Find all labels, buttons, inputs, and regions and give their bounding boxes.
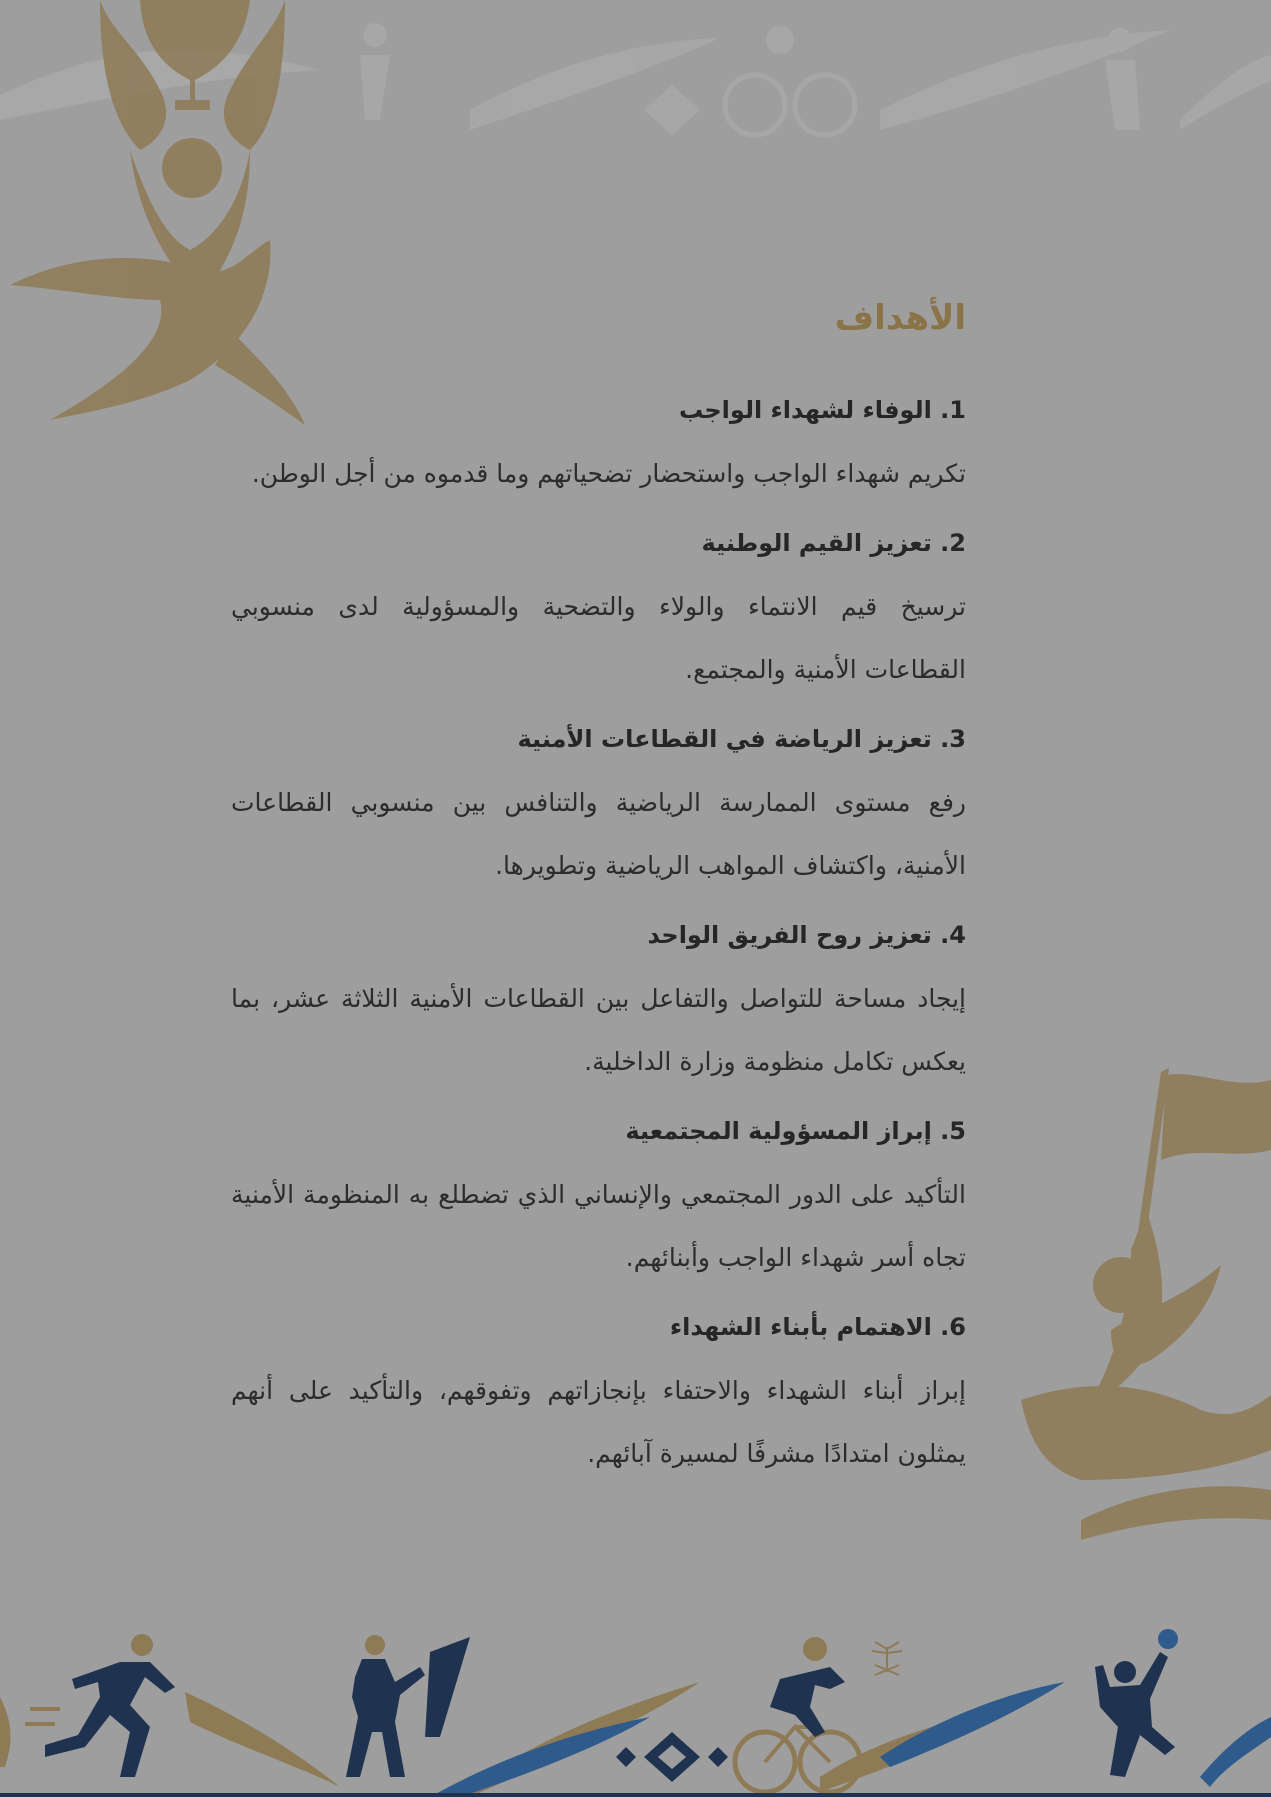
goals-section	[231, 290, 966, 1499]
volleyball-player-icon	[1095, 1629, 1178, 1777]
goal-description: ترسيخ قيم الانتماء والولاء والتضحية والمسؤولية لدى منسوبي القطاعات الأمنية والمجتمع.	[231, 592, 966, 684]
top-watermark-strip	[0, 0, 1271, 160]
page-title: الأهداف	[834, 298, 966, 338]
goal-description: إيجاد مساحة للتواصل والتفاعل بين القطاعات الأمنية الثلاثة عشر، بما يعكس تكامل منظومة وزارة الداخلية.	[231, 984, 966, 1076]
goal-item	[231, 1107, 966, 1289]
karate-icon	[346, 1635, 470, 1777]
goal-title: 6. الاهتمام بأبناء الشهداء	[669, 1313, 966, 1341]
goal-title: 1. الوفاء لشهداء الواجب	[678, 396, 966, 424]
flag-bearer-emblem-icon	[981, 1050, 1271, 1570]
goal-title: 4. تعزيز روح الفريق الواحد	[647, 921, 966, 949]
runner-icon	[25, 1634, 175, 1777]
goal-description: التأكيد على الدور المجتمعي والإنساني الذي تضطلع به المنظومة الأمنية تجاه أسر شهداء الواجب وأبنائهم.	[231, 1180, 966, 1272]
gold-swoosh-decoration	[0, 1682, 1030, 1797]
goal-item	[231, 911, 966, 1093]
bottom-sports-strip	[0, 1627, 1271, 1797]
goal-item	[231, 386, 966, 505]
goal-description: تكريم شهداء الواجب واستحضار تضحياتهم وما قدموه من أجل الوطن.	[251, 459, 966, 488]
goal-description: رفع مستوى الممارسة الرياضية والتنافس بين منسوبي القطاعات الأمنية، واكتشاف المواهب الرياضية وتطويرها.	[231, 788, 966, 880]
goal-title: 5. إبراز المسؤولية المجتمعية	[625, 1117, 966, 1145]
goal-description: إبراز أبناء الشهداء والاحتفاء بإنجازاتهم وتفوقهم، والتأكيد على أنهم يمثلون امتدادًا مشرفًا لمسيرة آبائهم.	[231, 1376, 966, 1468]
goal-item	[231, 519, 966, 701]
goal-item	[231, 1303, 966, 1485]
sadu-diamond-icon	[616, 1732, 728, 1782]
goal-title: 3. تعزيز الرياضة في القطاعات الأمنية	[517, 725, 966, 753]
goal-title: 2. تعزيز القيم الوطنية	[701, 529, 966, 557]
palm-swords-icon	[872, 1642, 902, 1675]
goal-item	[231, 715, 966, 897]
